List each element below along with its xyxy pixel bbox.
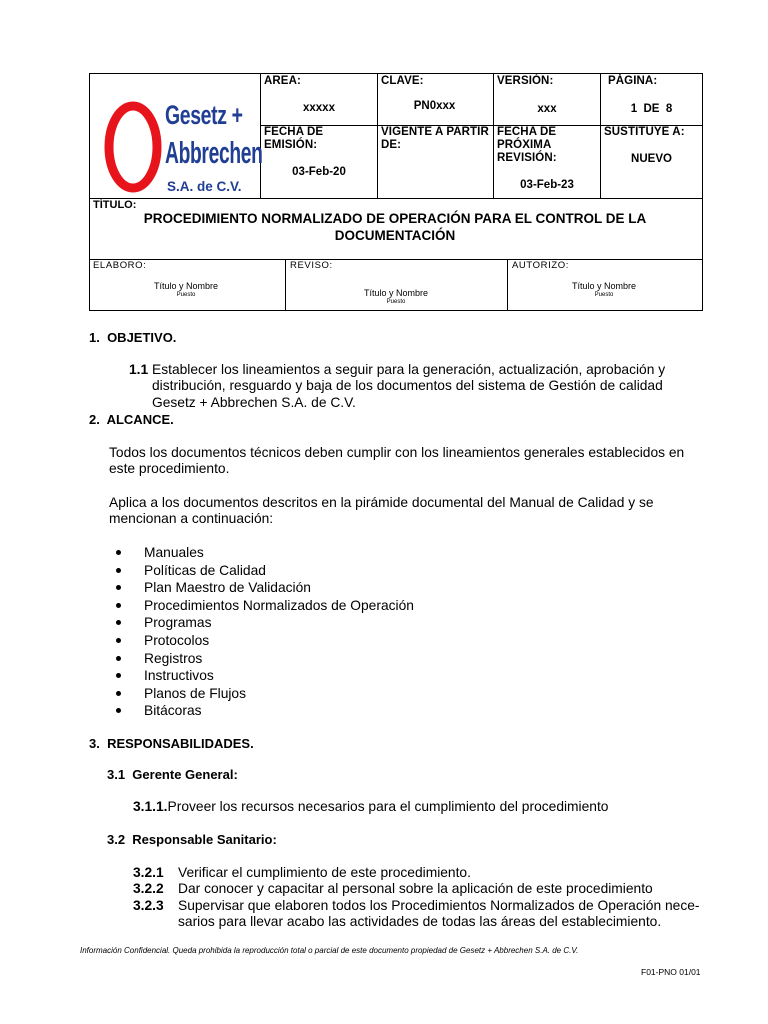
section-responsabilidades-heading: 3. RESPONSABILIDADES.	[89, 736, 254, 751]
sustituye-label: SUSTITUYE A:	[604, 126, 685, 138]
item-number: 3.2.2	[133, 881, 164, 896]
sustituye-value: NUEVO	[631, 153, 672, 165]
fecha-emision-value: 03-Feb-20	[292, 166, 346, 178]
item-number: 3.2.1	[133, 865, 164, 880]
list-item: Políticas de Calidad	[144, 563, 266, 578]
autorizo-name: Título y Nombre	[571, 281, 637, 291]
objetivo-number: 1.1	[129, 362, 149, 377]
fecha-emision-label-line2: EMISIÓN:	[264, 139, 318, 151]
list-item: Bitácoras	[144, 703, 202, 718]
divider	[90, 198, 703, 199]
bullet-icon	[116, 691, 121, 696]
company-logo	[104, 101, 162, 193]
document-title-line2: DOCUMENTACIÓN	[334, 227, 456, 243]
proxima-revision-label	[497, 126, 557, 165]
alcance-p2-line1: Aplica a los documentos descritos en la pirámide documental del Manual de Calidad y se	[109, 495, 654, 510]
bullet-icon	[116, 550, 121, 555]
item-text-line2: sarios para llevar acabo las actividades de todas las áreas del establecimiento.	[178, 914, 662, 929]
fecha-emision-label	[264, 126, 323, 152]
confidential-notice: Información Confidencial. Queda prohibida la reproducción total o parcial de este documento propiedad de Gesetz + Abbrechen S.A. de C.V.	[80, 946, 579, 955]
clave-value: PN0xxx	[413, 100, 456, 112]
bullet-icon	[116, 673, 121, 678]
objetivo-line2: distribución, resguardo y baja de los documentos del sistema de Gestión de calidad	[152, 378, 663, 393]
elaboro-name: Título y Nombre	[153, 281, 219, 291]
objetivo-paragraph	[129, 362, 665, 379]
objetivo-line1: Establecer los lineamientos a seguir para la generación, actualización, aprobación y	[148, 362, 666, 377]
bullet-icon	[116, 638, 121, 643]
item-text: Dar conocer y capacitar al personal sobre la aplicación de este procedimiento	[178, 881, 653, 896]
titulo-label: TÍTULO:	[93, 199, 137, 211]
divider	[90, 259, 703, 260]
divider	[285, 259, 286, 311]
list-item: Registros	[144, 651, 203, 666]
section-objetivo-heading: 1. OBJETIVO.	[89, 330, 177, 345]
fecha-emision-label-line1: FECHA DE	[264, 126, 324, 138]
list-item: Plan Maestro de Validación	[144, 580, 311, 595]
list-item: Protocolos	[144, 633, 210, 648]
vigente-label-line1: VIGENTE A PARTIR	[381, 126, 489, 138]
version-label: VERSIÓN:	[497, 75, 554, 87]
document-title-line1: PROCEDIMIENTO NORMALIZADO DE OPERACIÓN PARA EL CONTROL DE LA	[143, 211, 647, 226]
proxima-label-line3: REVISIÓN:	[497, 152, 557, 164]
autorizo-label: AUTORIZO:	[512, 260, 569, 271]
proxima-label-line2: PRÓXIMA	[497, 139, 552, 151]
list-item: Programas	[144, 615, 212, 630]
form-code: F01-PNO 01/01	[641, 967, 701, 977]
bullet-icon	[116, 620, 121, 625]
item-text: Verificar el cumplimiento de este procedimiento.	[178, 865, 471, 880]
item-number: 3.1.1.	[133, 799, 168, 814]
pagina-value: 1 DE 8	[630, 103, 673, 115]
list-item: Planos de Flujos	[144, 686, 247, 701]
gerente-item-3-1-1	[133, 799, 608, 816]
area-label: AREA:	[264, 75, 301, 87]
elaboro-position: Puesto	[176, 292, 196, 298]
area-value: xxxxx	[303, 102, 335, 114]
reviso-label: REVISO:	[290, 260, 333, 271]
logo-text-line2: Abbrechen	[165, 135, 263, 170]
reviso-position: Puesto	[386, 299, 406, 305]
proxima-label-line1: FECHA DE	[497, 126, 557, 138]
item-number: 3.2.3	[133, 898, 164, 913]
alcance-p2-line2: mencionan a continuación:	[109, 511, 274, 526]
alcance-p1-line2: este procedimiento.	[109, 461, 230, 476]
pagina-label: PÁGINA:	[608, 75, 658, 87]
list-item: Procedimientos Normalizados de Operación	[144, 598, 414, 613]
section-alcance-heading: 2. ALCANCE.	[89, 412, 174, 427]
bullet-icon	[116, 585, 121, 590]
bullet-icon	[116, 568, 121, 573]
proxima-revision-value: 03-Feb-23	[520, 179, 574, 191]
document-title	[115, 211, 675, 244]
bullet-icon	[116, 603, 121, 608]
logo-text-line1: Gesetz +	[165, 100, 243, 130]
list-item: Manuales	[144, 545, 204, 560]
gerente-general-heading: 3.1 Gerente General:	[107, 767, 238, 782]
logo-text-line3: S.A. de C.V.	[167, 179, 242, 194]
objetivo-line3: Gesetz + Abbrechen S.A. de C.V.	[152, 395, 356, 410]
vigente-label	[381, 126, 489, 152]
bullet-icon	[116, 656, 121, 661]
item-text-line1: Supervisar que elaboren todos los Procedimientos Normalizados de Operación nece-	[178, 898, 700, 913]
item-text: Proveer los recursos necesarios para el cumplimiento del procedimiento	[167, 799, 609, 814]
responsable-sanitario-heading: 3.2 Responsable Sanitario:	[107, 832, 277, 847]
alcance-p1-line1: Todos los documentos técnicos deben cumplir con los lineamientos generales establecidos en	[109, 445, 685, 460]
divider	[507, 259, 508, 311]
clave-label: CLAVE:	[381, 75, 424, 87]
list-item: Instructivos	[144, 668, 214, 683]
version-value: xxx	[537, 103, 557, 115]
bullet-icon	[116, 708, 121, 713]
vigente-label-line2: DE:	[381, 139, 402, 151]
divider	[377, 74, 378, 198]
logo-ring-icon	[104, 101, 162, 193]
autorizo-position: Puesto	[594, 292, 614, 298]
elaboro-label: ELABORO:	[93, 260, 147, 271]
reviso-name: Título y Nombre	[363, 288, 429, 298]
